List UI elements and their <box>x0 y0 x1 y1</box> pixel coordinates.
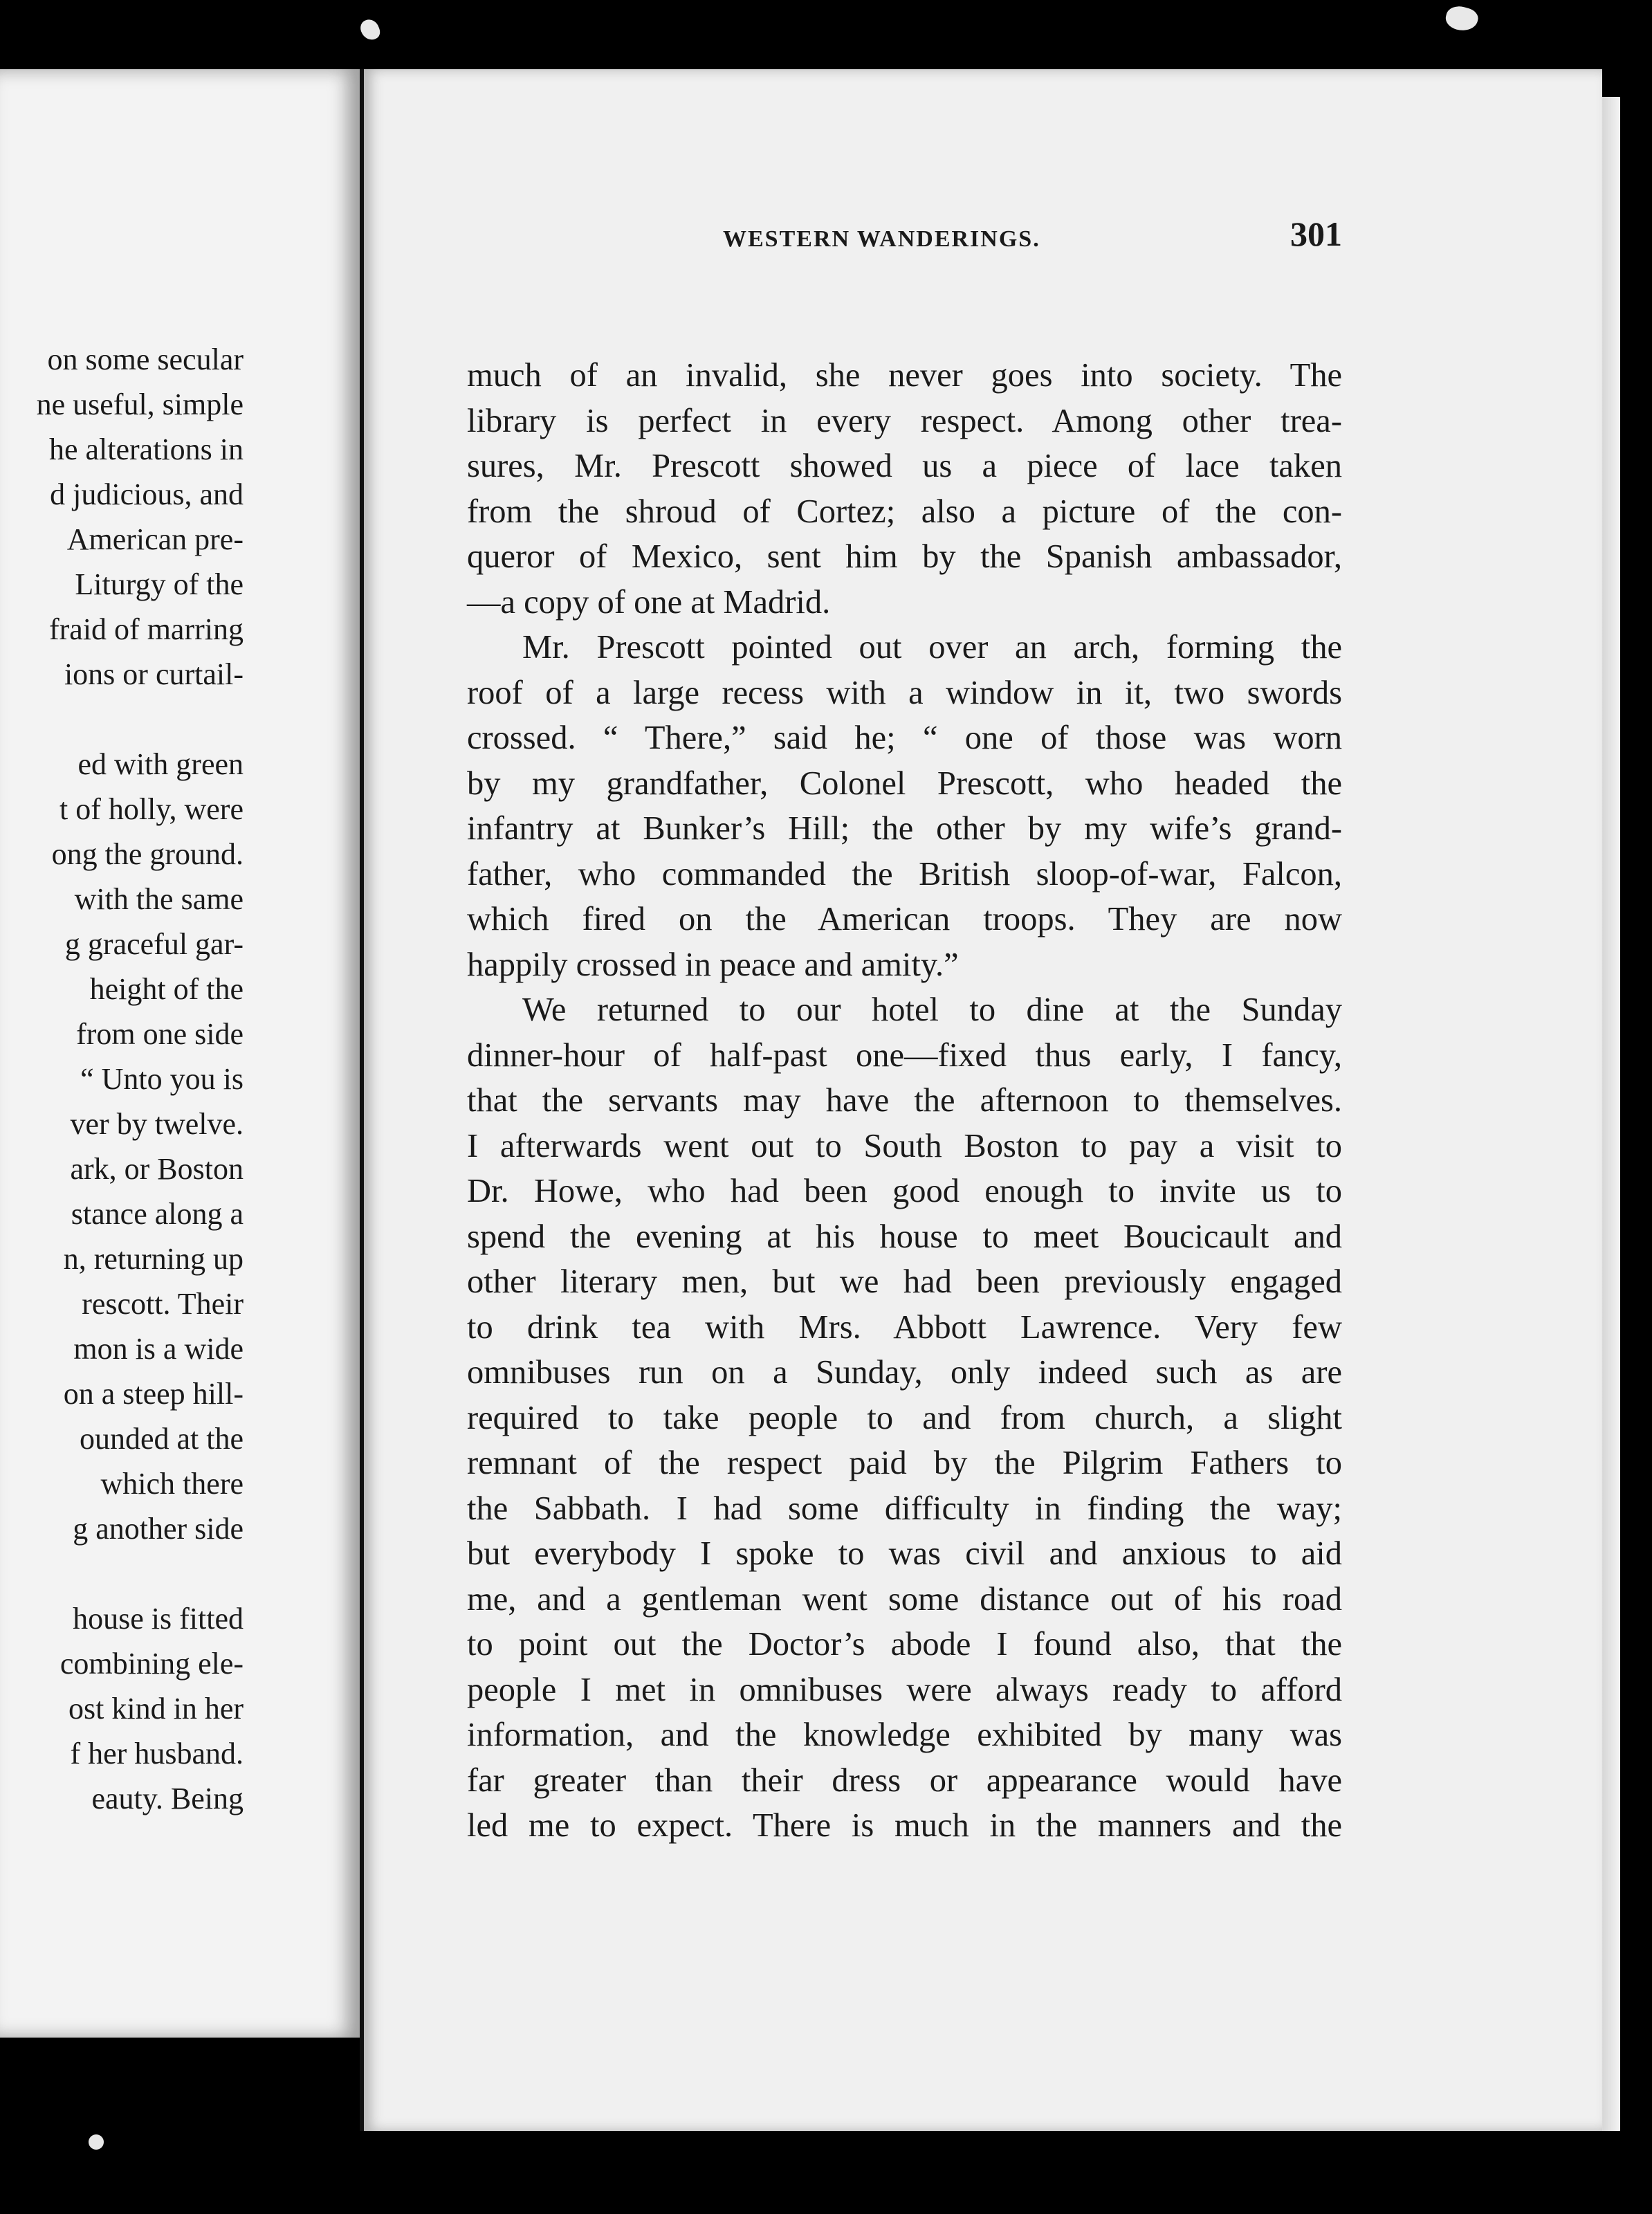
text-line: led me to expect. There is much in the manners and the <box>467 1807 1342 1844</box>
facing-page-line: house is fitted <box>73 1602 244 1636</box>
facing-page-line: ounded at the <box>79 1422 244 1456</box>
scan-speck <box>358 17 383 42</box>
text-line: sures, Mr. Prescott showed us a piece of lace taken <box>467 448 1342 484</box>
facing-page-line: “ Unto you is <box>80 1062 244 1096</box>
text-line: spend the evening at his house to meet Boucicault and <box>467 1218 1342 1255</box>
text-line: the Sabbath. I had some difficulty in finding the way; <box>467 1490 1342 1527</box>
scan-speck <box>89 2134 104 2150</box>
text-line: dinner-hour of half-past one—fixed thus early, I fancy, <box>467 1036 1342 1074</box>
text-line: which fired on the American troops. They are now <box>467 901 1342 937</box>
scan-speck <box>1443 3 1480 35</box>
facing-page-line: from one side <box>76 1017 244 1051</box>
facing-page-line: ions or curtail- <box>64 657 244 691</box>
text-line: me, and a gentleman went some distance out of his road <box>467 1580 1342 1618</box>
facing-page-line: stance along a <box>71 1197 244 1231</box>
facing-page-line: ne useful, simple <box>36 387 244 421</box>
facing-page-line: g graceful gar- <box>64 927 244 961</box>
facing-page-line: which there <box>100 1467 244 1501</box>
facing-page-line: with the same <box>74 882 244 916</box>
text-line: queror of Mexico, sent him by the Spanish ambassador, <box>467 538 1342 575</box>
text-line: Mr. Prescott pointed out over an arch, forming the <box>522 629 1342 666</box>
text-line: crossed. “ There,” said he; “ one of those was worn <box>467 720 1342 756</box>
text-line: information, and the knowledge exhibited by many was <box>467 1717 1342 1753</box>
body-text <box>467 353 1342 1849</box>
facing-page-line: fraid of marring <box>49 612 244 646</box>
facing-page-line: eauty. Being <box>91 1782 244 1815</box>
facing-page-line: on some secular <box>47 342 244 376</box>
text-line: omnibuses run on a Sunday, only indeed such as are <box>467 1354 1342 1391</box>
facing-page-line: Liturgy of the <box>75 567 244 601</box>
text-line: to point out the Doctor’s abode I found also, that the <box>467 1626 1342 1663</box>
facing-page-line: d judicious, and <box>50 477 244 511</box>
facing-page-line: f her husband. <box>70 1737 244 1771</box>
facing-page-line: ed with green <box>77 747 244 781</box>
text-line: library is perfect in every respect. Among other trea- <box>467 402 1342 439</box>
page-header <box>470 211 1342 273</box>
text-line: other literary men, but we had been previously engaged <box>467 1263 1342 1300</box>
facing-page-line: ong the ground. <box>51 837 244 871</box>
running-head: WESTERN WANDERINGS. <box>723 226 1040 252</box>
text-line: by my grandfather, Colonel Prescott, who headed the <box>467 765 1342 802</box>
text-line: —a copy of one at Madrid. <box>467 583 831 621</box>
page-number: 301 <box>1290 214 1342 253</box>
facing-page-line: n, returning up <box>63 1242 244 1276</box>
facing-page-line: rescott. Their <box>82 1287 244 1321</box>
text-line: that the servants may have the afternoon to themselves. <box>467 1082 1342 1119</box>
facing-page-line: ost kind in her <box>68 1692 244 1726</box>
facing-page-line: t of holly, were <box>59 792 244 826</box>
text-line: father, who commanded the British sloop-of-war, Falcon, <box>467 855 1342 893</box>
text-line: required to take people to and from church, a slight <box>467 1399 1342 1436</box>
text-line: far greater than their dress or appearance would have <box>467 1762 1342 1799</box>
text-line: to drink tea with Mrs. Abbott Lawrence. Very few <box>467 1308 1342 1346</box>
text-line: people I met in omnibuses were always ready to afford <box>467 1671 1342 1708</box>
text-line: remnant of the respect paid by the Pilgrim Fathers to <box>467 1445 1342 1481</box>
text-line: infantry at Bunker’s Hill; the other by my wife’s grand- <box>467 810 1342 847</box>
text-line: We returned to our hotel to dine at the Sunday <box>522 991 1342 1028</box>
text-line: I afterwards went out to South Boston to pay a visit to <box>467 1127 1342 1164</box>
facing-page <box>0 69 360 2038</box>
text-line: Dr. Howe, who had been good enough to invite us to <box>467 1173 1342 1209</box>
text-line: happily crossed in peace and amity.” <box>467 946 959 983</box>
text-line: from the shroud of Cortez; also a picture of the con- <box>467 493 1342 530</box>
facing-page-line: on a steep hill- <box>63 1377 244 1411</box>
text-line: much of an invalid, she never goes into society. The <box>467 357 1342 394</box>
facing-page-line: height of the <box>89 972 244 1006</box>
facing-page-line: mon is a wide <box>73 1332 244 1366</box>
facing-page-line: American pre- <box>66 522 244 556</box>
facing-page-line: g another side <box>73 1512 244 1546</box>
facing-page-line: ver by twelve. <box>70 1107 244 1141</box>
text-line: but everybody I spoke to was civil and anxious to aid <box>467 1535 1342 1572</box>
facing-page-line: combining ele- <box>59 1647 244 1681</box>
facing-page-line: ark, or Boston <box>70 1152 244 1186</box>
text-line: roof of a large recess with a window in it, two swords <box>467 674 1342 711</box>
facing-page-line: he alterations in <box>48 432 244 466</box>
